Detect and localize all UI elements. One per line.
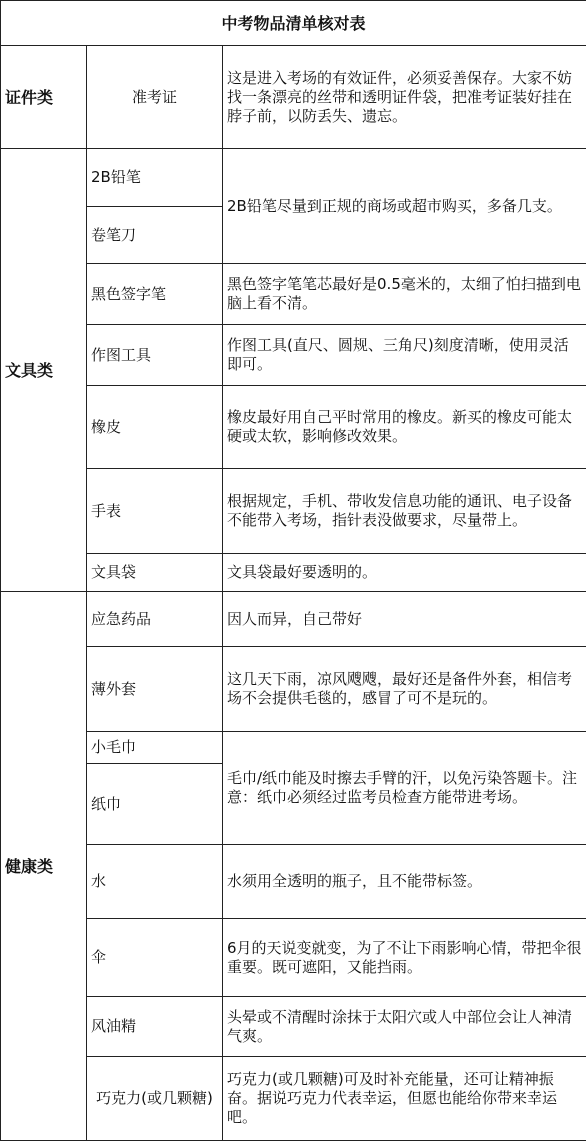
item-note: 头晕或不清醒时涂抹于太阳穴或人中部位会让人神清气爽。 <box>223 997 586 1057</box>
table-row <box>1 264 586 325</box>
table-title: 中考物品清单核对表 <box>1 1 586 46</box>
item-note: 水须用全透明的瓶子，且不能带标签。 <box>223 845 586 919</box>
item-name: 准考证 <box>87 46 223 149</box>
category-id: 证件类 <box>1 46 87 149</box>
item-name: 卷笔刀 <box>87 207 223 264</box>
item-name: 伞 <box>87 919 223 997</box>
table-row <box>1 732 586 764</box>
item-note: 毛巾/纸巾能及时擦去手臂的汗，以免污染答题卡。注意：纸巾必须经过监考员检查方能带进考场。 <box>223 732 586 845</box>
item-name: 黑色签字笔 <box>87 264 223 325</box>
table-row <box>1 919 586 997</box>
item-note: 文具袋最好要透明的。 <box>223 554 586 592</box>
item-note: 因人而异，自己带好 <box>223 592 586 647</box>
table-row <box>1 554 586 592</box>
item-name: 巧克力(或几颗糖) <box>87 1057 223 1141</box>
item-name: 纸巾 <box>87 764 223 845</box>
item-name: 手表 <box>87 469 223 554</box>
item-note: 橡皮最好用自己平时常用的橡皮。新买的橡皮可能太硬或太软，影响修改效果。 <box>223 386 586 469</box>
item-name: 小毛巾 <box>87 732 223 764</box>
table-row <box>1 997 586 1057</box>
table-row <box>1 845 586 919</box>
item-note: 黑色签字笔笔芯最好是0.5毫米的，太细了怕扫描到电脑上看不清。 <box>223 264 586 325</box>
table-row <box>1 325 586 386</box>
item-note: 作图工具(直尺、圆规、三角尺)刻度清晰，使用灵活即可。 <box>223 325 586 386</box>
item-note: 根据规定，手机、带收发信息功能的通讯、电子设备不能带入考场，指针表没做要求，尽量带上。 <box>223 469 586 554</box>
item-note: 巧克力(或几颗糖)可及时补充能量，还可让精神振奋。据说巧克力代表幸运，但愿也能给你带来幸运吧。 <box>223 1057 586 1141</box>
item-note: 这几天下雨，凉风飕飕，最好还是备件外套，相信考场不会提供毛毯的，感冒了可不是玩的。 <box>223 647 586 732</box>
item-name: 作图工具 <box>87 325 223 386</box>
item-name: 薄外套 <box>87 647 223 732</box>
category-health: 健康类 <box>1 592 87 1141</box>
table-row <box>1 386 586 469</box>
item-note: 6月的天说变就变，为了不让下雨影响心情，带把伞很重要。既可遮阳，又能挡雨。 <box>223 919 586 997</box>
item-name: 应急药品 <box>87 592 223 647</box>
table-row <box>1 469 586 554</box>
table-row <box>1 1057 586 1141</box>
item-name: 2B铅笔 <box>87 149 223 207</box>
item-name: 风油精 <box>87 997 223 1057</box>
item-note: 2B铅笔尽量到正规的商场或超市购买，多备几支。 <box>223 149 586 264</box>
category-stationery: 文具类 <box>1 149 87 592</box>
table-row <box>1 647 586 732</box>
table-row <box>1 46 586 149</box>
table-row <box>1 592 586 647</box>
title-row <box>1 1 586 46</box>
item-name: 水 <box>87 845 223 919</box>
item-name: 橡皮 <box>87 386 223 469</box>
item-name: 文具袋 <box>87 554 223 592</box>
table-row <box>1 149 586 207</box>
item-note: 这是进入考场的有效证件，必须妥善保存。大家不妨找一条漂亮的丝带和透明证件袋，把准考证装好挂在脖子前，以防丢失、遗忘。 <box>223 46 586 149</box>
